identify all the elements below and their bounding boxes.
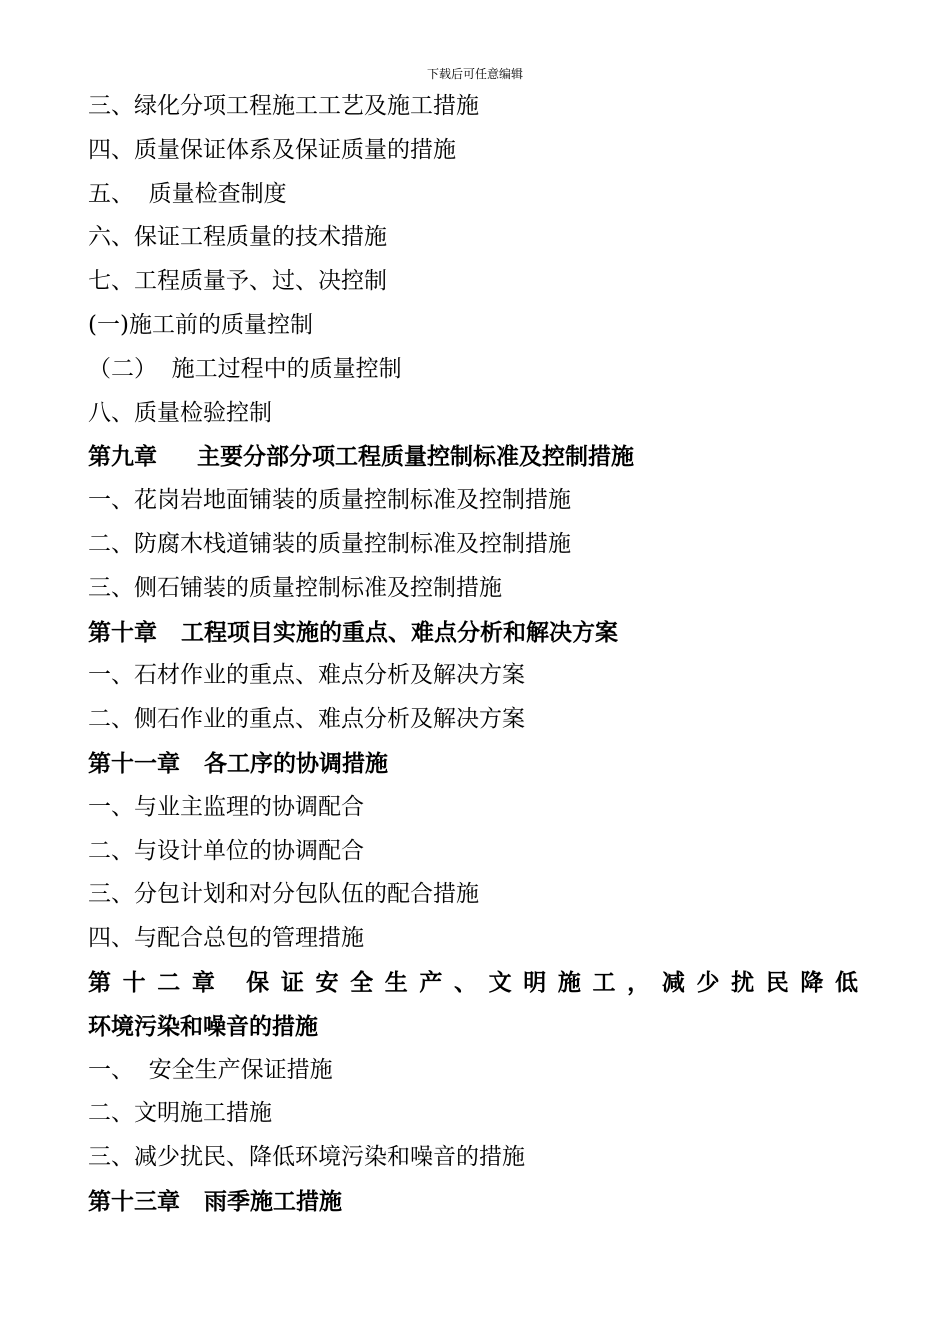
toc-line: 二、侧石作业的重点、难点分析及解决方案 [88, 706, 525, 733]
chapter-heading: 第十章 工程项目实施的重点、难点分析和解决方案 [88, 618, 619, 646]
chapter-heading-continued: 环境污染和噪音的措施 [88, 1012, 318, 1040]
toc-line: 一、花岗岩地面铺装的质量控制标准及控制措施 [88, 487, 571, 514]
toc-line: 八、质量检验控制 [88, 399, 272, 426]
toc-line: 七、工程质量予、过、决控制 [88, 268, 387, 295]
chapter-heading: 第十二章 保证安全生产、文明施工，减少扰民降低 [88, 968, 860, 996]
toc-line: 二、防腐木栈道铺装的质量控制标准及控制措施 [88, 530, 571, 557]
toc-line: 三、绿化分项工程施工工艺及施工措施 [88, 93, 479, 119]
toc-line: 四、质量保证体系及保证质量的措施 [88, 136, 456, 163]
toc-line: 一、石材作业的重点、难点分析及解决方案 [88, 662, 525, 689]
toc-line: 一、与业主监理的协调配合 [88, 793, 364, 820]
chapter-heading: 第九章 主要分部分项工程质量控制标准及控制措施 [88, 443, 635, 471]
toc-line: 三、侧石铺装的质量控制标准及控制措施 [88, 574, 502, 601]
toc-line: 二、与设计单位的协调配合 [88, 837, 364, 864]
chapter-heading: 第十三章 雨季施工措施 [88, 1187, 343, 1215]
toc-line: 六、保证工程质量的技术措施 [88, 224, 387, 251]
toc-line: 一、 安全生产保证措施 [88, 1056, 333, 1083]
toc-line: (一)施工前的质量控制 [88, 311, 313, 338]
toc-line: 四、与配合总包的管理措施 [88, 925, 364, 952]
page-header: 下载后可任意编辑 [426, 67, 523, 81]
toc-line: （二） 施工过程中的质量控制 [88, 355, 402, 382]
toc-line: 三、分包计划和对分包队伍的配合措施 [88, 881, 479, 908]
chapter-heading: 第十一章 各工序的协调措施 [88, 749, 389, 777]
toc-line: 五、 质量检查制度 [88, 180, 287, 207]
toc-line: 三、减少扰民、降低环境污染和噪音的措施 [88, 1144, 525, 1171]
table-of-contents [88, 85, 860, 1224]
toc-line: 二、文明施工措施 [88, 1100, 272, 1127]
